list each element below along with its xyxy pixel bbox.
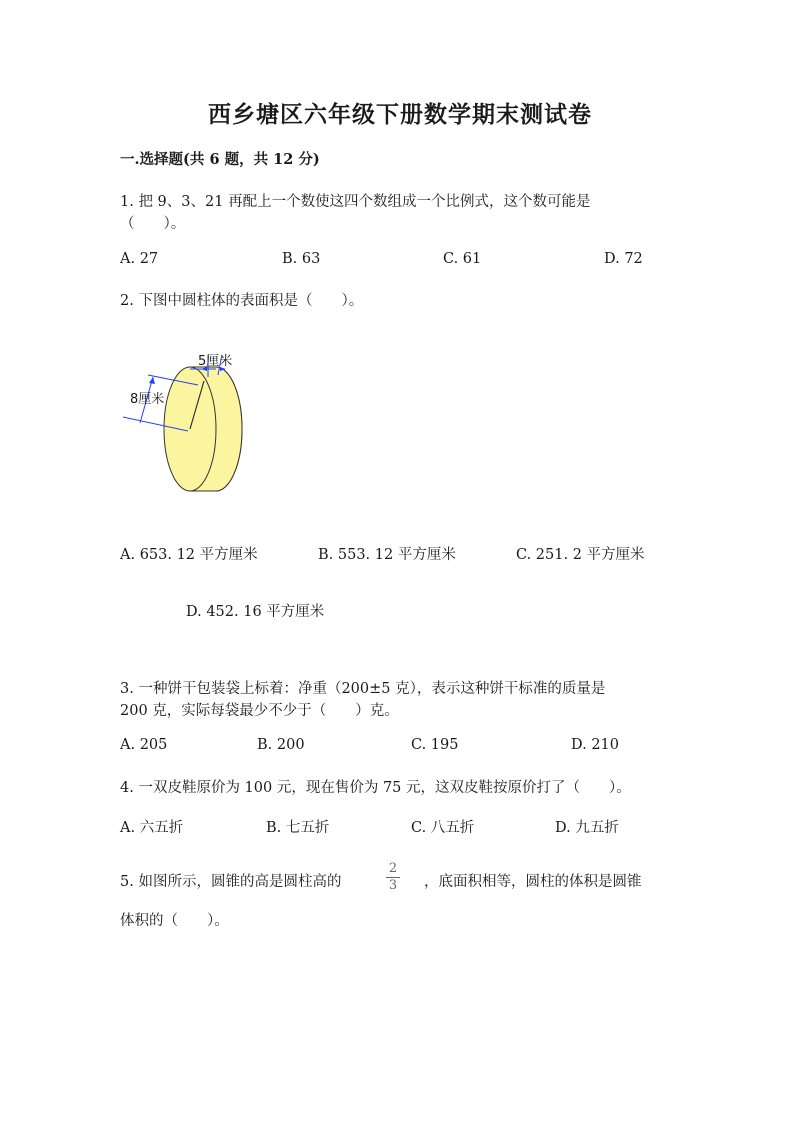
question-4-option-b: B. 七五折	[266, 820, 330, 836]
question-2-option-d: D. 452. 16 平方厘米	[186, 604, 325, 620]
fraction-numerator: 2	[388, 861, 398, 876]
height-label: 5厘米	[198, 354, 233, 369]
question-3-option-d: D. 210	[571, 737, 620, 753]
radius-label: 8厘米	[130, 392, 165, 407]
question-3-line-1: 3. 一种饼干包装袋上标着：净重（200±5 克），表示这种饼干标准的质量是	[120, 681, 606, 697]
question-3-option-c: C. 195	[411, 737, 459, 753]
question-5-fraction	[386, 862, 400, 893]
question-3-option-b: B. 200	[257, 737, 305, 753]
question-2-option-b: B. 553. 12 平方厘米	[318, 547, 456, 563]
question-3-line-2: 200 克，实际每袋最少不少于（ ）克。	[120, 703, 399, 719]
question-2-line-1: 2. 下图中圆柱体的表面积是（ ）。	[120, 293, 364, 309]
question-1-option-b: B. 63	[282, 251, 321, 267]
question-2-option-c: C. 251. 2 平方厘米	[516, 547, 645, 563]
section-heading: 一.选择题(共 6 题，共 12 分)	[120, 151, 320, 168]
radius-arrow-top	[149, 377, 155, 384]
question-1-option-c: C. 61	[443, 251, 482, 267]
question-5-line-2: 体积的（ ）。	[120, 913, 229, 929]
page-title: 西乡塘区六年级下册数学期末测试卷	[208, 101, 592, 128]
question-1-option-d: D. 72	[604, 251, 643, 267]
question-4-option-a: A. 六五折	[120, 820, 184, 836]
question-4-option-d: D. 九五折	[555, 820, 619, 836]
question-3-option-a: A. 205	[120, 737, 168, 753]
question-5-line-1b: ，底面积相等，圆柱的体积是圆锥	[424, 874, 642, 890]
question-2-option-a: A. 653. 12 平方厘米	[120, 547, 258, 563]
fraction-denominator: 3	[388, 878, 398, 893]
question-1-line-1: 1. 把 9、3、21 再配上一个数使这四个数组成一个比例式，这个数可能是	[120, 194, 591, 210]
question-4-line-1: 4. 一双皮鞋原价为 100 元，现在售价为 75 元，这双皮鞋按原价打了（ ）。	[120, 780, 631, 796]
question-1-option-a: A. 27	[120, 251, 159, 267]
question-5-line-1a: 5. 如图所示，圆锥的高是圆柱高的	[120, 874, 342, 890]
cylinder-figure	[118, 345, 258, 505]
question-4-option-c: C. 八五折	[411, 820, 475, 836]
question-1-line-2: （ ）。	[120, 216, 186, 232]
